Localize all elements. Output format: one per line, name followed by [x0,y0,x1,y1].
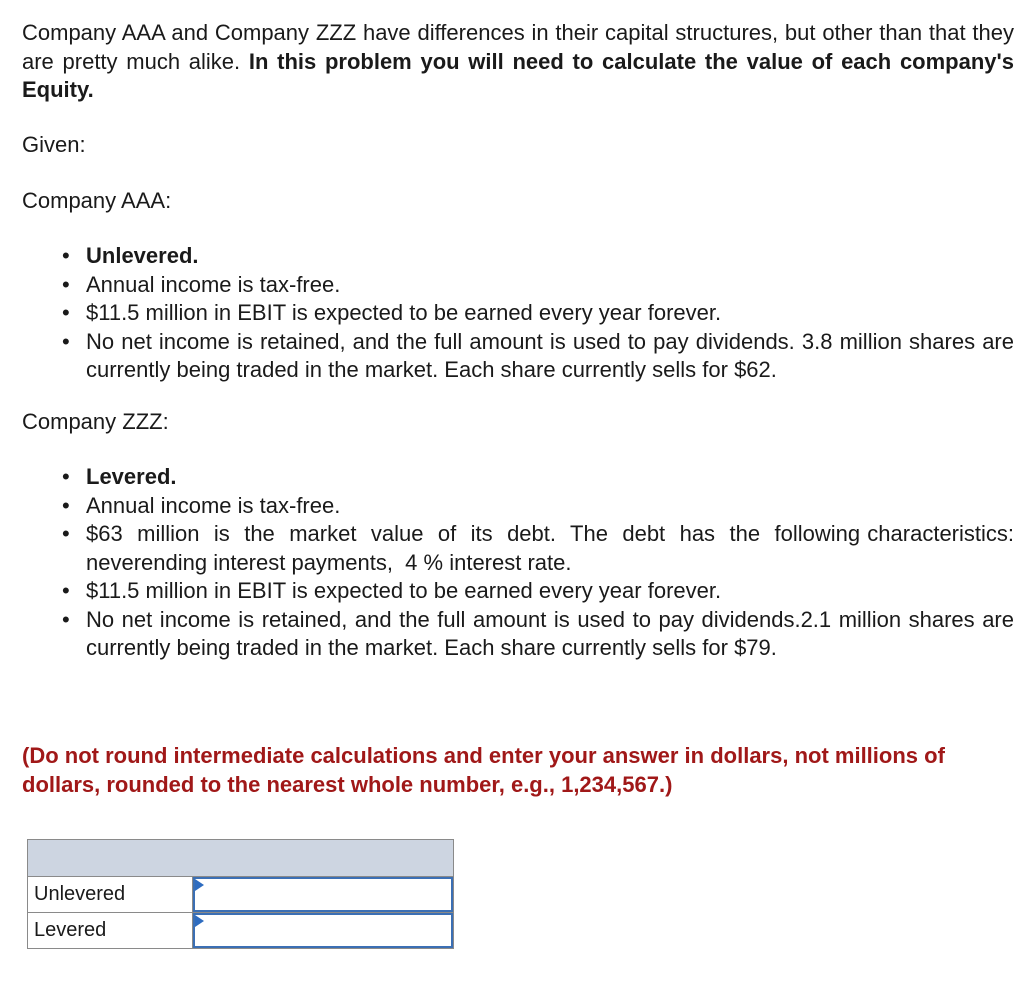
levered-text: Levered. [86,464,177,489]
company-zzz-list [22,463,1021,663]
list-item: • $11.5 million in EBIT is expected to be earned every year forever. [22,577,1014,606]
table-row [28,877,454,913]
input-marker-icon [195,879,204,891]
unlevered-text: Unlevered. [86,243,199,268]
list-item [22,242,1014,271]
levered-answer-cell [193,913,454,949]
list-item: • No net income is retained, and the full amount is used to pay dividends.2.1 million shares are currently being traded in the market. Each share currently sells for $79. [22,606,1014,663]
table-row [28,913,454,949]
row-label-unlevered: Unlevered [28,877,193,913]
intro-bold-instruction: In this problem you will need to calculate the value of each company's Equity. [22,48,1014,102]
question-body [22,19,1021,942]
company-aaa-label: Company AAA: [22,188,172,213]
list-item [22,463,1014,492]
list-item: • Annual income is tax-free. [22,492,1014,521]
list-item: • No net income is retained, and the full amount is used to pay dividends. 3.8 million shares are currently being traded in the market. Each share currently sells for $62. [22,328,1014,385]
company-zzz-label: Company ZZZ: [22,409,169,434]
input-marker-icon [195,915,204,927]
levered-answer-input[interactable] [193,913,453,948]
list-item: • Annual income is tax-free. [22,271,1014,300]
intro-text: Company AAA and Company ZZZ have differences in their capital structures, but other than that they are pretty much alike. [22,20,1014,74]
unlevered-answer-input[interactable] [193,877,453,912]
problem-intro [22,19,1014,105]
row-label-levered: Levered [28,913,193,949]
table-header-cell [28,840,454,877]
list-item: • $11.5 million in EBIT is expected to be earned every year forever. [22,299,1014,328]
given-label: Given: [22,132,86,157]
list-item: • $63 million is the market value of its debt. The debt has the following characteristics: neverending interest payments, 4 % interest rate. [22,520,1014,577]
answer-table [27,839,454,949]
unlevered-answer-cell [193,877,454,913]
company-aaa-list [22,242,1014,385]
rounding-note: (Do not round intermediate calculations and enter your answer in dollars, not millions of dollars, rounded to the nearest whole number, e.g., 1,234,567.) [22,743,945,797]
table-header-row [28,840,454,877]
